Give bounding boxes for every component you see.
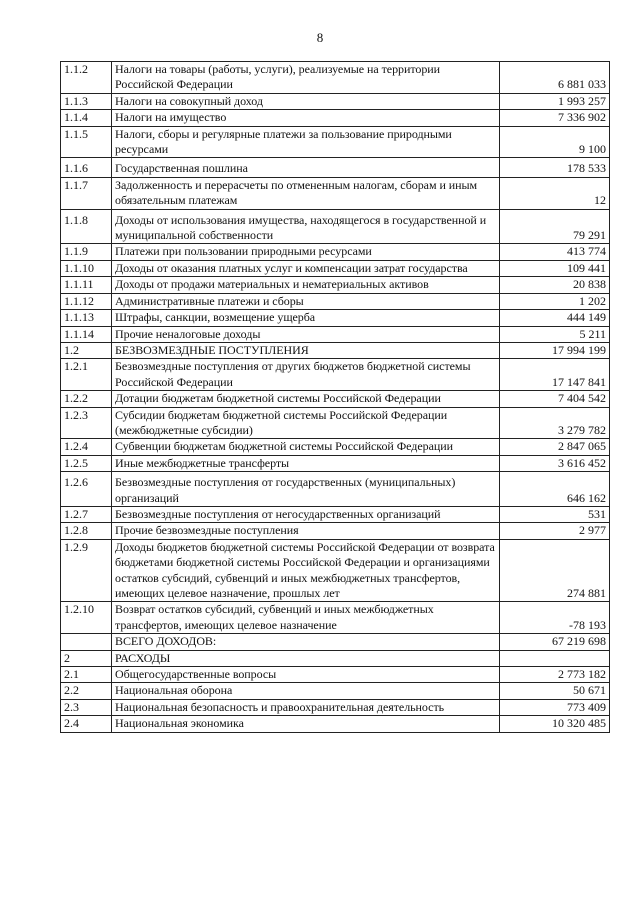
row-amount: 67 219 698: [500, 634, 610, 650]
row-code: 1.2.3: [61, 407, 112, 439]
row-name: Налоги на товары (работы, услуги), реализуемые на территории Российской Федерации: [112, 62, 500, 94]
row-code: 1.2.7: [61, 506, 112, 522]
row-code: 2.1: [61, 667, 112, 683]
row-code: 1.2.10: [61, 602, 112, 634]
table-row: [61, 62, 610, 94]
row-name: Безвозмездные поступления от негосударственных организаций: [112, 506, 500, 522]
row-amount: 1 202: [500, 293, 610, 309]
row-amount: 109 441: [500, 260, 610, 276]
table-row: [61, 683, 610, 699]
row-name: Общегосударственные вопросы: [112, 667, 500, 683]
table-row: [61, 455, 610, 471]
row-code: 1.2.1: [61, 359, 112, 391]
row-amount: 413 774: [500, 244, 610, 260]
table-row: [61, 634, 610, 650]
row-amount: 1 993 257: [500, 93, 610, 109]
table-row: [61, 177, 610, 209]
row-name: Национальная экономика: [112, 716, 500, 732]
row-name: Субвенции бюджетам бюджетной системы Российской Федерации: [112, 439, 500, 455]
row-amount: 2 977: [500, 523, 610, 539]
row-amount: 531: [500, 506, 610, 522]
row-code: 1.1.3: [61, 93, 112, 109]
table-row: [61, 260, 610, 276]
row-code: 1.2: [61, 342, 112, 358]
table-row: [61, 667, 610, 683]
row-name: Доходы бюджетов бюджетной системы Российской Федерации от возврата бюджетами бюджетной системы Российской Федерации и организациями остатков субсидий, субвенций и иных межбюджетных трансфертов, имеющих целевое назначение, прошлых лет: [112, 539, 500, 602]
row-name: Субсидии бюджетам бюджетной системы Российской Федерации (межбюджетные субсидии): [112, 407, 500, 439]
row-amount: 5 211: [500, 326, 610, 342]
row-code: 1.1.6: [61, 158, 112, 177]
table-row: [61, 209, 610, 244]
row-name: Доходы от оказания платных услуг и компенсации затрат государства: [112, 260, 500, 276]
row-code: 1.1.14: [61, 326, 112, 342]
table-row: [61, 391, 610, 407]
table-row: [61, 407, 610, 439]
row-code: 2: [61, 650, 112, 666]
table-row: [61, 158, 610, 177]
row-name: РАСХОДЫ: [112, 650, 500, 666]
row-code: 1.2.5: [61, 455, 112, 471]
row-name: Доходы от продажи материальных и нематериальных активов: [112, 277, 500, 293]
row-amount: 17 994 199: [500, 342, 610, 358]
row-name: Налоги на имущество: [112, 110, 500, 126]
row-name: Национальная оборона: [112, 683, 500, 699]
row-name: Прочие неналоговые доходы: [112, 326, 500, 342]
table-row: [61, 244, 610, 260]
table-row: [61, 326, 610, 342]
row-code: 1.1.5: [61, 126, 112, 158]
row-name: Государственная пошлина: [112, 158, 500, 177]
row-name: Штрафы, санкции, возмещение ущерба: [112, 310, 500, 326]
page-number: 8: [316, 30, 324, 45]
table-row: [61, 472, 610, 507]
row-code: 1.2.8: [61, 523, 112, 539]
row-code: 1.1.13: [61, 310, 112, 326]
row-amount: [500, 650, 610, 666]
row-code: 2.3: [61, 699, 112, 715]
table-row: [61, 602, 610, 634]
row-code: 1.1.9: [61, 244, 112, 260]
row-name: Административные платежи и сборы: [112, 293, 500, 309]
row-code: 1.1.2: [61, 62, 112, 94]
row-code: 1.1.10: [61, 260, 112, 276]
table-row: [61, 506, 610, 522]
row-amount: 646 162: [500, 472, 610, 507]
row-code: 2.2: [61, 683, 112, 699]
row-code: 1.2.2: [61, 391, 112, 407]
table-row: [61, 126, 610, 158]
table-row: [61, 523, 610, 539]
budget-table: [60, 61, 610, 733]
row-name: ВСЕГО ДОХОДОВ:: [112, 634, 500, 650]
row-amount: 10 320 485: [500, 716, 610, 732]
row-amount: 7 336 902: [500, 110, 610, 126]
table-row: [61, 110, 610, 126]
table-row: [61, 277, 610, 293]
row-name: Безвозмездные поступления от других бюджетов бюджетной системы Российской Федерации: [112, 359, 500, 391]
row-amount: 773 409: [500, 699, 610, 715]
table-row: [61, 699, 610, 715]
row-name: БЕЗВОЗМЕЗДНЫЕ ПОСТУПЛЕНИЯ: [112, 342, 500, 358]
row-name: Налоги на совокупный доход: [112, 93, 500, 109]
row-code: 1.1.4: [61, 110, 112, 126]
row-amount: 20 838: [500, 277, 610, 293]
row-amount: 50 671: [500, 683, 610, 699]
row-code: 1.1.7: [61, 177, 112, 209]
row-amount: -78 193: [500, 602, 610, 634]
row-amount: 7 404 542: [500, 391, 610, 407]
row-code: 2.4: [61, 716, 112, 732]
row-amount: 79 291: [500, 209, 610, 244]
row-name: Иные межбюджетные трансферты: [112, 455, 500, 471]
row-code: 1.1.11: [61, 277, 112, 293]
row-name: Доходы от использования имущества, находящегося в государственной и муниципальной собственности: [112, 209, 500, 244]
row-amount: 12: [500, 177, 610, 209]
row-amount: 17 147 841: [500, 359, 610, 391]
table-row: [61, 93, 610, 109]
row-amount: 274 881: [500, 539, 610, 602]
table-row: [61, 439, 610, 455]
row-amount: 2 847 065: [500, 439, 610, 455]
row-name: Дотации бюджетам бюджетной системы Российской Федерации: [112, 391, 500, 407]
row-amount: 178 533: [500, 158, 610, 177]
row-amount: 9 100: [500, 126, 610, 158]
table-row: [61, 310, 610, 326]
row-amount: 444 149: [500, 310, 610, 326]
row-name: Безвозмездные поступления от государственных (муниципальных) организаций: [112, 472, 500, 507]
row-code: 1.2.4: [61, 439, 112, 455]
row-name: Налоги, сборы и регулярные платежи за пользование природными ресурсами: [112, 126, 500, 158]
table-row: [61, 716, 610, 732]
table-row: [61, 342, 610, 358]
table-row: [61, 359, 610, 391]
row-code: 1.2.6: [61, 472, 112, 507]
row-amount: 2 773 182: [500, 667, 610, 683]
budget-table-body: [61, 62, 610, 733]
row-name: Возврат остатков субсидий, субвенций и иных межбюджетных трансфертов, имеющих целевое назначение: [112, 602, 500, 634]
row-amount: 3 616 452: [500, 455, 610, 471]
row-name: Задолженность и перерасчеты по отмененным налогам, сборам и иным обязательным платежам: [112, 177, 500, 209]
table-row: [61, 539, 610, 602]
table-row: [61, 650, 610, 666]
row-code: [61, 634, 112, 650]
row-name: Платежи при пользовании природными ресурсами: [112, 244, 500, 260]
row-amount: 6 881 033: [500, 62, 610, 94]
row-name: Прочие безвозмездные поступления: [112, 523, 500, 539]
row-name: Национальная безопасность и правоохранительная деятельность: [112, 699, 500, 715]
row-code: 1.2.9: [61, 539, 112, 602]
row-code: 1.1.8: [61, 209, 112, 244]
row-amount: 3 279 782: [500, 407, 610, 439]
row-code: 1.1.12: [61, 293, 112, 309]
table-row: [61, 293, 610, 309]
